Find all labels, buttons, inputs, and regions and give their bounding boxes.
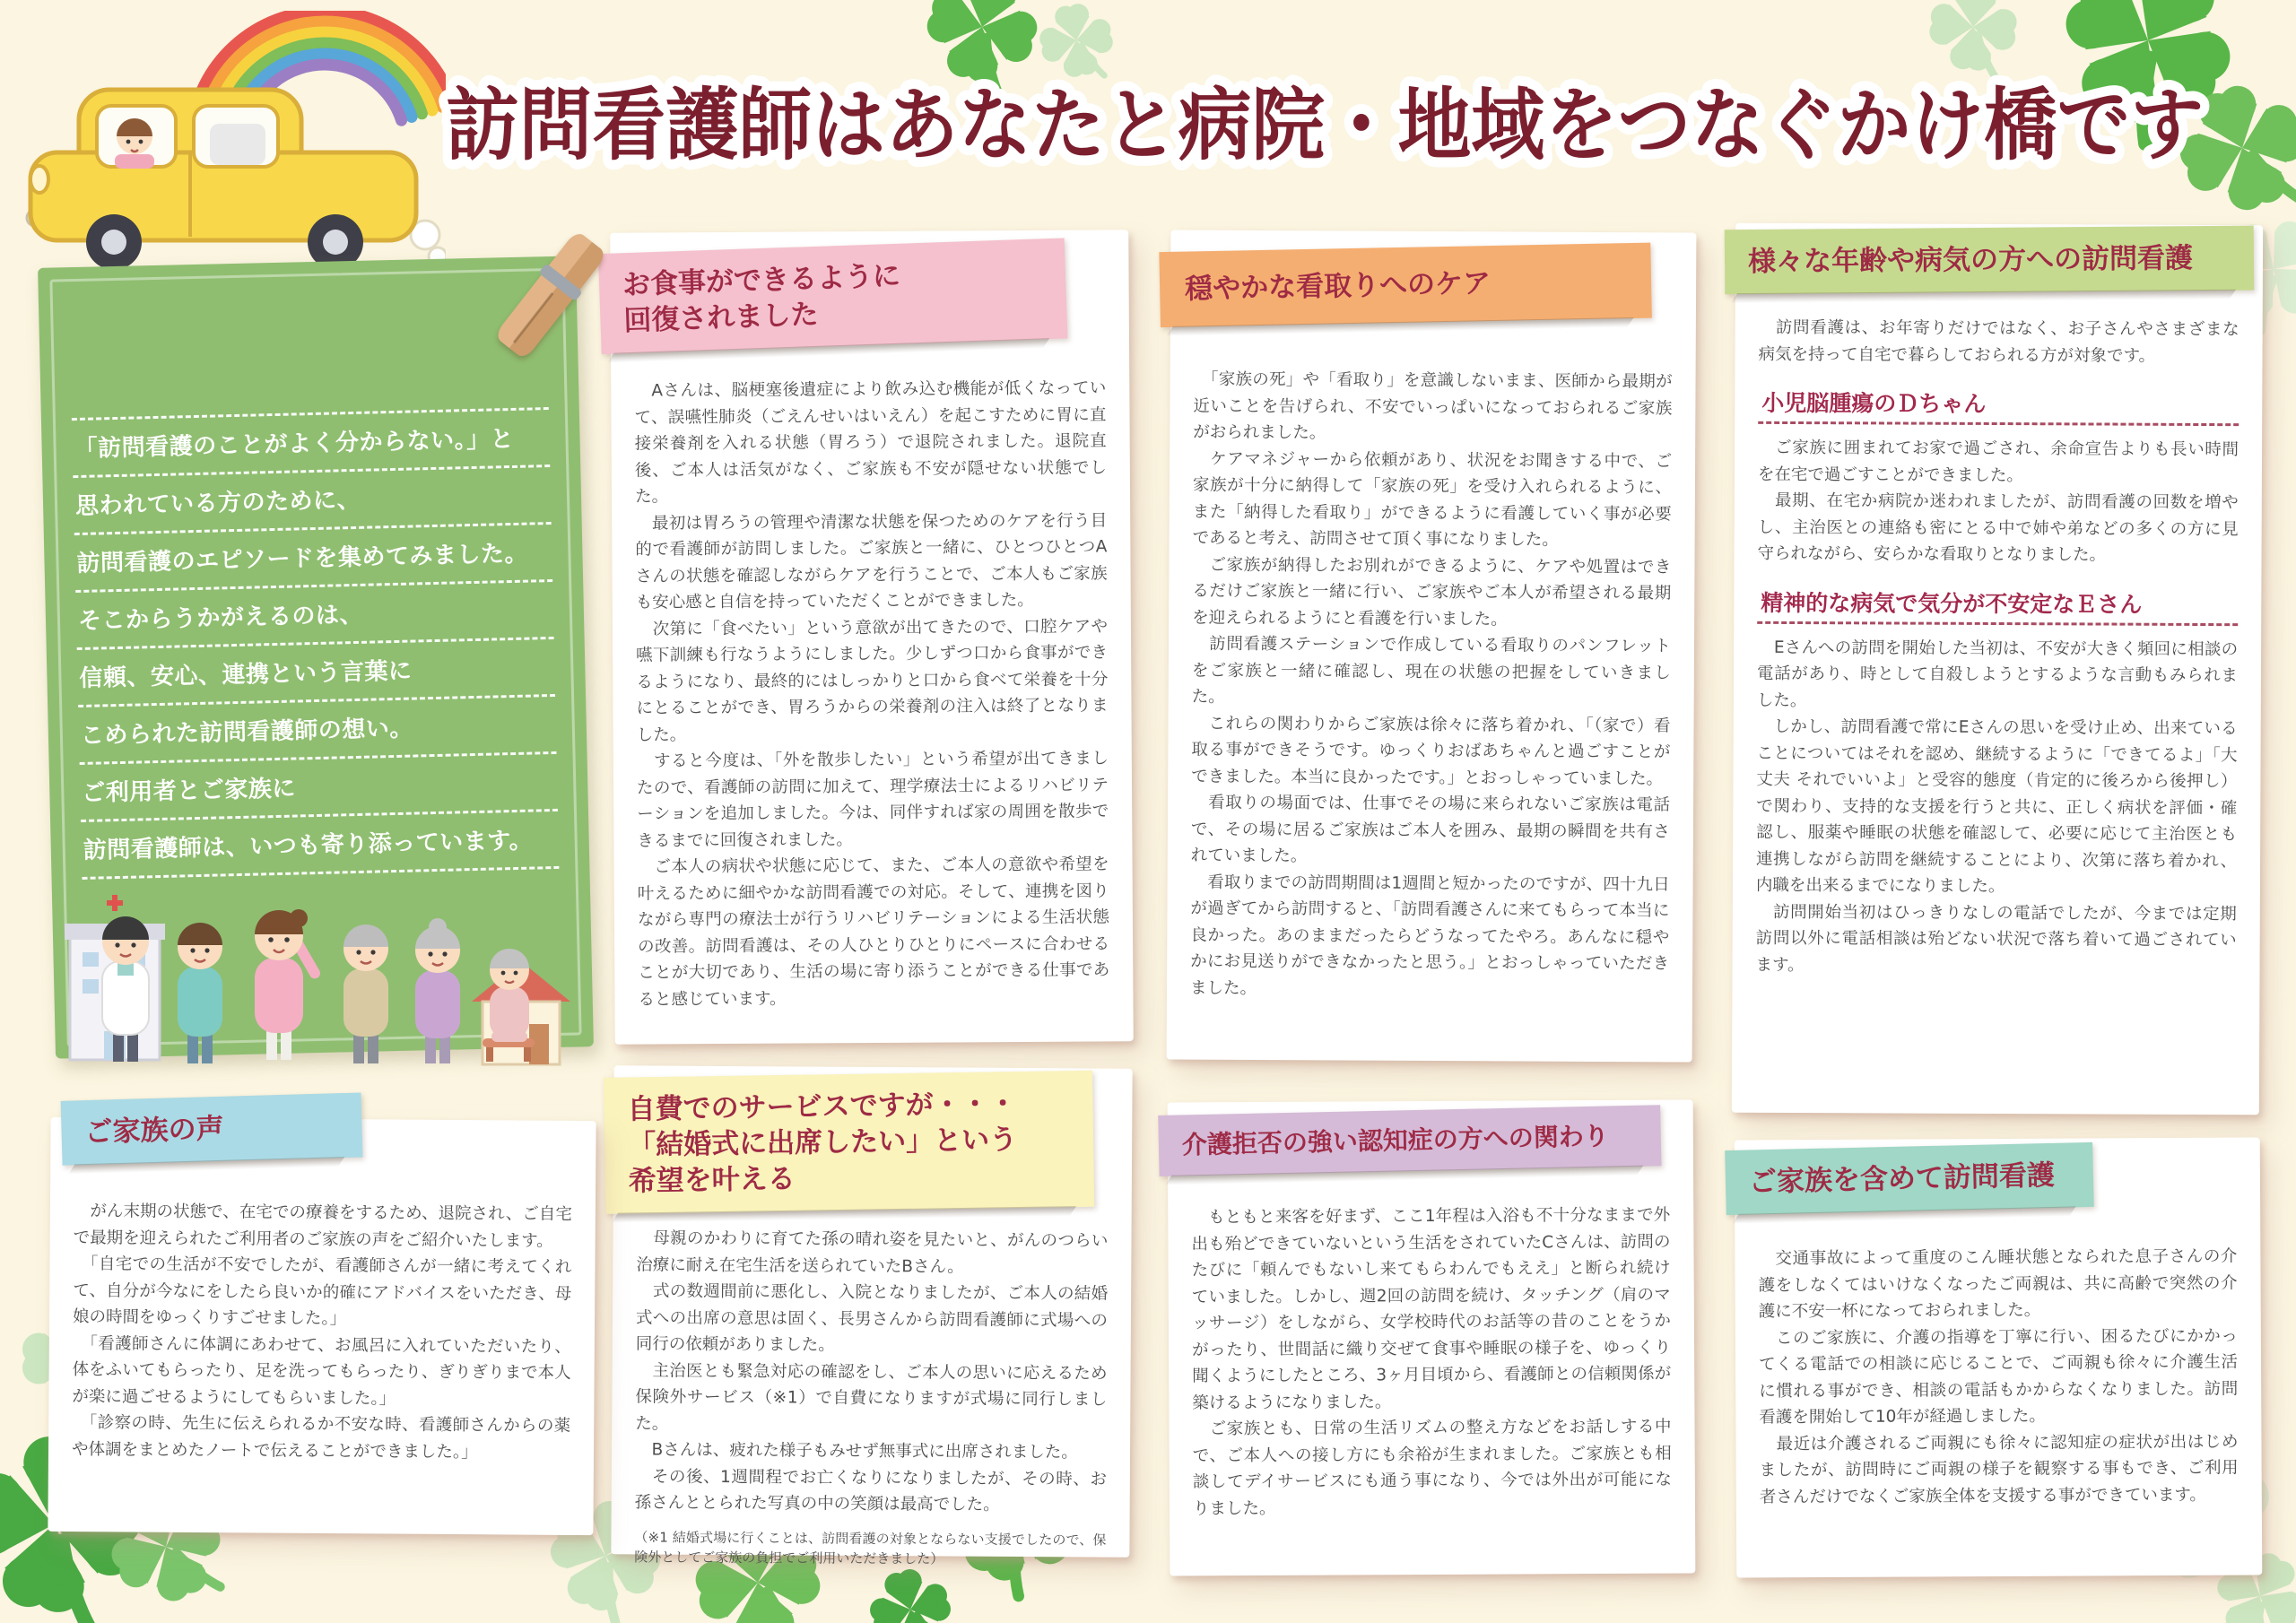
- card-title-line: 自費でのサービスですが・・・: [627, 1088, 1017, 1126]
- paragraph: これらの関わりからご家族は徐々に落ち着かれ、「（家で）看取る事ができそうです。ゆっくりおばあちゃんと過ごすことができました。本当に良かったです。」とおっしゃっていました。: [1191, 714, 1671, 788]
- card-title-line: 様々な年齢や病気の方への訪問看護: [1747, 242, 2194, 279]
- paragraph: しかし、訪問看護で常にEさんの思いを受け止め、出来ていることについてはそれを認め、継続するように「できてるよ」「大丈夫 それでいいよ」と受容的態度（肯定的に後ろから後押し）で関わり、支持的な支援を行うと共に、正しく病状を評価・確認し、服薬や睡眠の状態を確認して、必要に応じて主治医とも連携しながら訪問を継続することにより、次第に落ち着かれ、内職を出来るまでになりました。: [1755, 716, 2238, 897]
- paragraph: このご家族に、介護の指導を丁寧に行い、困るたびにかかってくる電話での相談に応じることで、ご両親も徐々に介護生活に慣れる事ができ、相談の電話もかからなくなりました。訪問看護を開始して10年が経過しました。: [1758, 1326, 2239, 1428]
- card-dementia-title-tape: [1158, 1105, 1661, 1176]
- card-family-voice: [48, 1112, 596, 1535]
- paragraph: Eさんへの訪問を開始した当初は、不安が大きく頻回に相談の電話があり、時として自殺しようとするような言動もみられました。: [1756, 638, 2239, 710]
- card-various-patients: [1732, 223, 2263, 1115]
- female-nurse-figure: [255, 909, 322, 1060]
- paragraph: 最初は胃ろうの管理や清潔な状態を保つためのケアを行う目的で看護師が訪問しました。ご家族と一緒に、ひとつひとつAさんの状態を確認しながらケアを行うことで、ご本人もご家族も安心感と自信を持っていただくことができました。: [635, 510, 1108, 612]
- intro-line: 思われている方のために、: [73, 467, 551, 535]
- paragraph: 看取りまでの訪問期間は1週間と短かったのですが、四十九日が過ぎてから訪問すると、「訪問看護さんに来てもらって本当に良かった。あのままだったらどうなってたやろ。あんなに穏やかにお見送りができなかったと思う。」とおっしゃっていただきました。: [1189, 872, 1670, 998]
- paragraph: 最近は介護されるご両親にも徐々に認知症の症状が出はじめましたが、訪問時にご両親の様子を観察する事もでき、ご利用者さんだけでなくご家族全体を支援する事ができています。: [1759, 1432, 2239, 1506]
- elderly-woman-figure: [415, 918, 460, 1063]
- paragraph: 看取りの場面では、仕事でその場に来られないご家族は電話で、その場に居るご家族はご本人を囲み、最期の瞬間を共有されていました。: [1190, 793, 1671, 866]
- paragraph: がん末期の状態で、在宅での療養をするため、退院され、ご自宅で最期を迎えられたご利用者のご家族の声をご紹介いたします。: [73, 1202, 572, 1251]
- paragraph: その後、1週間程でお亡くなりになりましたが、その時、お孫さんととられた写真の中の笑顔は最高でした。: [634, 1466, 1107, 1515]
- footnote: （※1 結婚式場に行くことは、訪問看護の対象とならない支援でしたので、保険外としてご家族の負担でご利用いただきました）: [634, 1528, 1107, 1567]
- dashed-divider: [1758, 421, 2239, 426]
- paragraph: ケアマネジャーから依頼があり、状況をお聞きする中で、ご家族が十分に納得して「家族の死」を受け入れられるように、また「納得した看取り」ができるように看護していく事が必要であると考え、訪問させて頂く事になりました。: [1192, 449, 1673, 550]
- page-title: [414, 52, 2235, 213]
- paragraph: 訪問看護ステーションで作成している看取りのパンフレットをご家族と一緒に確認し、現在の状態の把握をしていきました。: [1191, 634, 1672, 707]
- paragraph: 最期、在宅か病院か迷われましたが、訪問看護の回数を増やし、主治医との連絡も密にとる中で姉や弟などの多くの方に見守られながら、安らかな看取りとなりました。: [1757, 490, 2239, 565]
- card-title-line: 「結婚式に出席したい」という: [627, 1124, 1018, 1162]
- paragraph: ご家族が納得したお別れができるように、ケアや処置はできるだけご家族と一緒に行い、ご家族やご本人が希望される最期を迎えられるようにと看護を行いました。: [1192, 555, 1672, 629]
- male-nurse-figure: [178, 923, 222, 1063]
- paragraph: ご本人の病状や状態に応じて、また、ご本人の意欲や希望を叶えるために細やかな訪問看護での対応。そして、連携を図りながら専門の療法士が行うリハビリテーションによる生活状態の改善。訪問看護は、その人ひとりひとりにペースに合わせることが大切であり、生活の場に寄り添うことができる仕事であると感じています。: [637, 855, 1110, 1010]
- card-title-line: お食事ができるように: [622, 259, 901, 302]
- paragraph: もともと来客を好まず、ここ1年程は入浴も不十分なままで外出も殆どできていないという生活をされていたCさんは、訪問のたびに「頼んでもないし来てもらわんでもええ」と断られ続けていました。しかし、週2回の訪問を続け、タッチング（肩のマッサージ）をしながら、女学校時代のお話等の昔のことをうかがったり、世間話に織り交ぜて食事や睡眠の様子を、ゆっくり聞くようにしたところ、3ヶ月目頃から、看護師との信頼関係が築けるようになりました。: [1191, 1205, 1672, 1412]
- card-meal-recovery: [610, 230, 1134, 1045]
- card-meal-title-tape: [598, 238, 1068, 354]
- intro-line: そこからうかがえるのは、: [75, 582, 553, 650]
- paragraph: 「家族の死」や「看取り」を意識しないまま、医師から最期が近いことを告げられ、不安でいっぱいになっておられるご家族がおられました。: [1193, 369, 1673, 443]
- car-rainbow-illustration: [20, 11, 446, 275]
- card-title-line: ご家族の声: [84, 1112, 225, 1150]
- paragraph: ご家族に囲まれてお家で過ごされ、余命宣告よりも長い時間を在宅で過ごすことができました。: [1757, 438, 2239, 485]
- card-title-line: 回復されました: [622, 298, 819, 338]
- paragraph: 主治医とも緊急対応の確認をし、ご本人の思いに応えるため保険外サービス（※1）で自費になりますが式場に同行しました。: [635, 1360, 1108, 1434]
- card-mitori-title-tape: [1159, 243, 1652, 328]
- intro-line: こめられた訪問看護師の想い。: [78, 697, 556, 765]
- card-title-line: 希望を叶える: [628, 1162, 796, 1198]
- section-heading: 小児脳腫瘍のＤちゃん: [1761, 389, 1987, 417]
- paragraph: 「看護師さんに体調にあわせて、お風呂に入れていただいたり、体をふいてもらったり、足を洗ってもらったり、ぎりぎりまで本人が楽に過ごせるようにしてもらいました。」: [72, 1333, 571, 1409]
- card-voice-title-tape: [61, 1092, 363, 1165]
- page-title-text: 訪問看護師はあなたと病院・地域をつなぐかけ橋です: [446, 79, 2204, 171]
- nurses-and-elderly-illustration: [52, 818, 579, 1078]
- card-endoflife-care: [1167, 230, 1697, 1062]
- intro-line: 訪問看護のエピソードを集めてみました。: [74, 525, 552, 593]
- card-various-title-tape: [1725, 226, 2255, 295]
- card-title-line: ご家族を含めて訪問看護: [1748, 1159, 2056, 1199]
- paragraph: 交通事故によって重度のこん睡状態となられた息子さんの介護をしなくてはいけなくなったご両親は、共に高齢で突然の介護に不安一杯になっておられました。: [1758, 1246, 2238, 1322]
- seated-elderly-woman-figure: [483, 949, 535, 1062]
- dashed-divider: [1757, 621, 2238, 625]
- paragraph: 「自宅での生活が不安でしたが、看護師さんが一緒に考えてくれて、自分が今なにをしたら良いか的確にアドバイスをいただき、母娘の時間をゆっくりすごせました。」: [72, 1254, 572, 1329]
- intro-line: 「訪問看護のことがよく分からない。」と: [72, 407, 550, 478]
- paragraph: Aさんは、脳梗塞後遺症により飲み込む機能が低くなっていて、誤嚥性肺炎（ごえんせいはいえん）を起こすために胃に直接栄養剤を入れる状態（胃ろう）で退院されました。退院直後、ご本人は活気がなく、ご家族も不安が隠せない状態でした。: [634, 378, 1107, 507]
- paragraph: 訪問看護は、お年寄りだけではなく、お子さんやさまざまな病気を持って自宅で暮らしておられる方が対象です。: [1758, 317, 2239, 366]
- paragraph: ご家族とも、日常の生活リズムの整え方などをお話しする中で、ご本人への接し方にも余裕が生まれました。ご家族とも相談してデイサービスにも通う事になり、今では外出が可能になりました。: [1192, 1417, 1672, 1518]
- card-family-inclusive: [1735, 1137, 2263, 1577]
- intro-line: ご利用者とご家族に: [80, 754, 558, 822]
- paragraph: 次第に「食べたい」という意欲が出てきたので、口腔ケアや嚥下訓練も行なうようにしました。少しずつ口から食事ができるようになり、最終的にはしっかりと口から食べて栄養を十分にとることができ、胃ろうからの栄養剤の注入は終了となりました。: [635, 616, 1109, 745]
- intro-line: 信頼、安心、連携という言葉に: [77, 639, 555, 707]
- card-dementia-involvement: [1168, 1099, 1696, 1575]
- paragraph: 式の数週間前に悪化し、入院となりましたが、ご本人の結婚式への出席の意思は固く、長男さんから訪問看護師に式場への同行の依頼がありました。: [635, 1281, 1109, 1355]
- elderly-man-figure: [344, 924, 388, 1063]
- paragraph: 「診察の時、先生に伝えられるか不安な時、看護師さんからの薬や体調をまとめたノートで伝えることができました。」: [71, 1413, 571, 1462]
- card-title-line: 穏やかな看取りへのケア: [1184, 267, 1492, 306]
- card-selfpay-wedding: [611, 1065, 1132, 1567]
- paragraph: Bさんは、疲れた様子もみせず無事式に出席されました。: [634, 1440, 1078, 1462]
- card-selfpay-title-tape: [604, 1071, 1094, 1214]
- paragraph: 訪問開始当初はひっきりなしの電話でしたが、今までは定期訪問以外に電話相談は殆どない状況で落ち着いて過ごされています。: [1755, 902, 2237, 975]
- paragraph: 母親のかわりに育てた孫の晴れ姿を見たいと、がんのつらい治療に耐え在宅生活を送られていたBさん。: [636, 1228, 1109, 1277]
- intro-line: 訪問看護師は、いつも寄り添っています。: [81, 812, 559, 880]
- section-heading: 精神的な病気で気分が不安定なＥさん: [1761, 589, 2143, 618]
- paragraph: すると今度は、「外を散歩したい」という希望が出てきましたので、看護師の訪問に加えて、理学療法士によるリハビリテーションを追加しました。今は、同伴すれば家の周囲を散歩できるまでに回復されました。: [636, 749, 1109, 851]
- card-title-line: 介護拒否の強い認知症の方への関わり: [1181, 1121, 1610, 1160]
- card-family-title-tape: [1725, 1142, 2094, 1215]
